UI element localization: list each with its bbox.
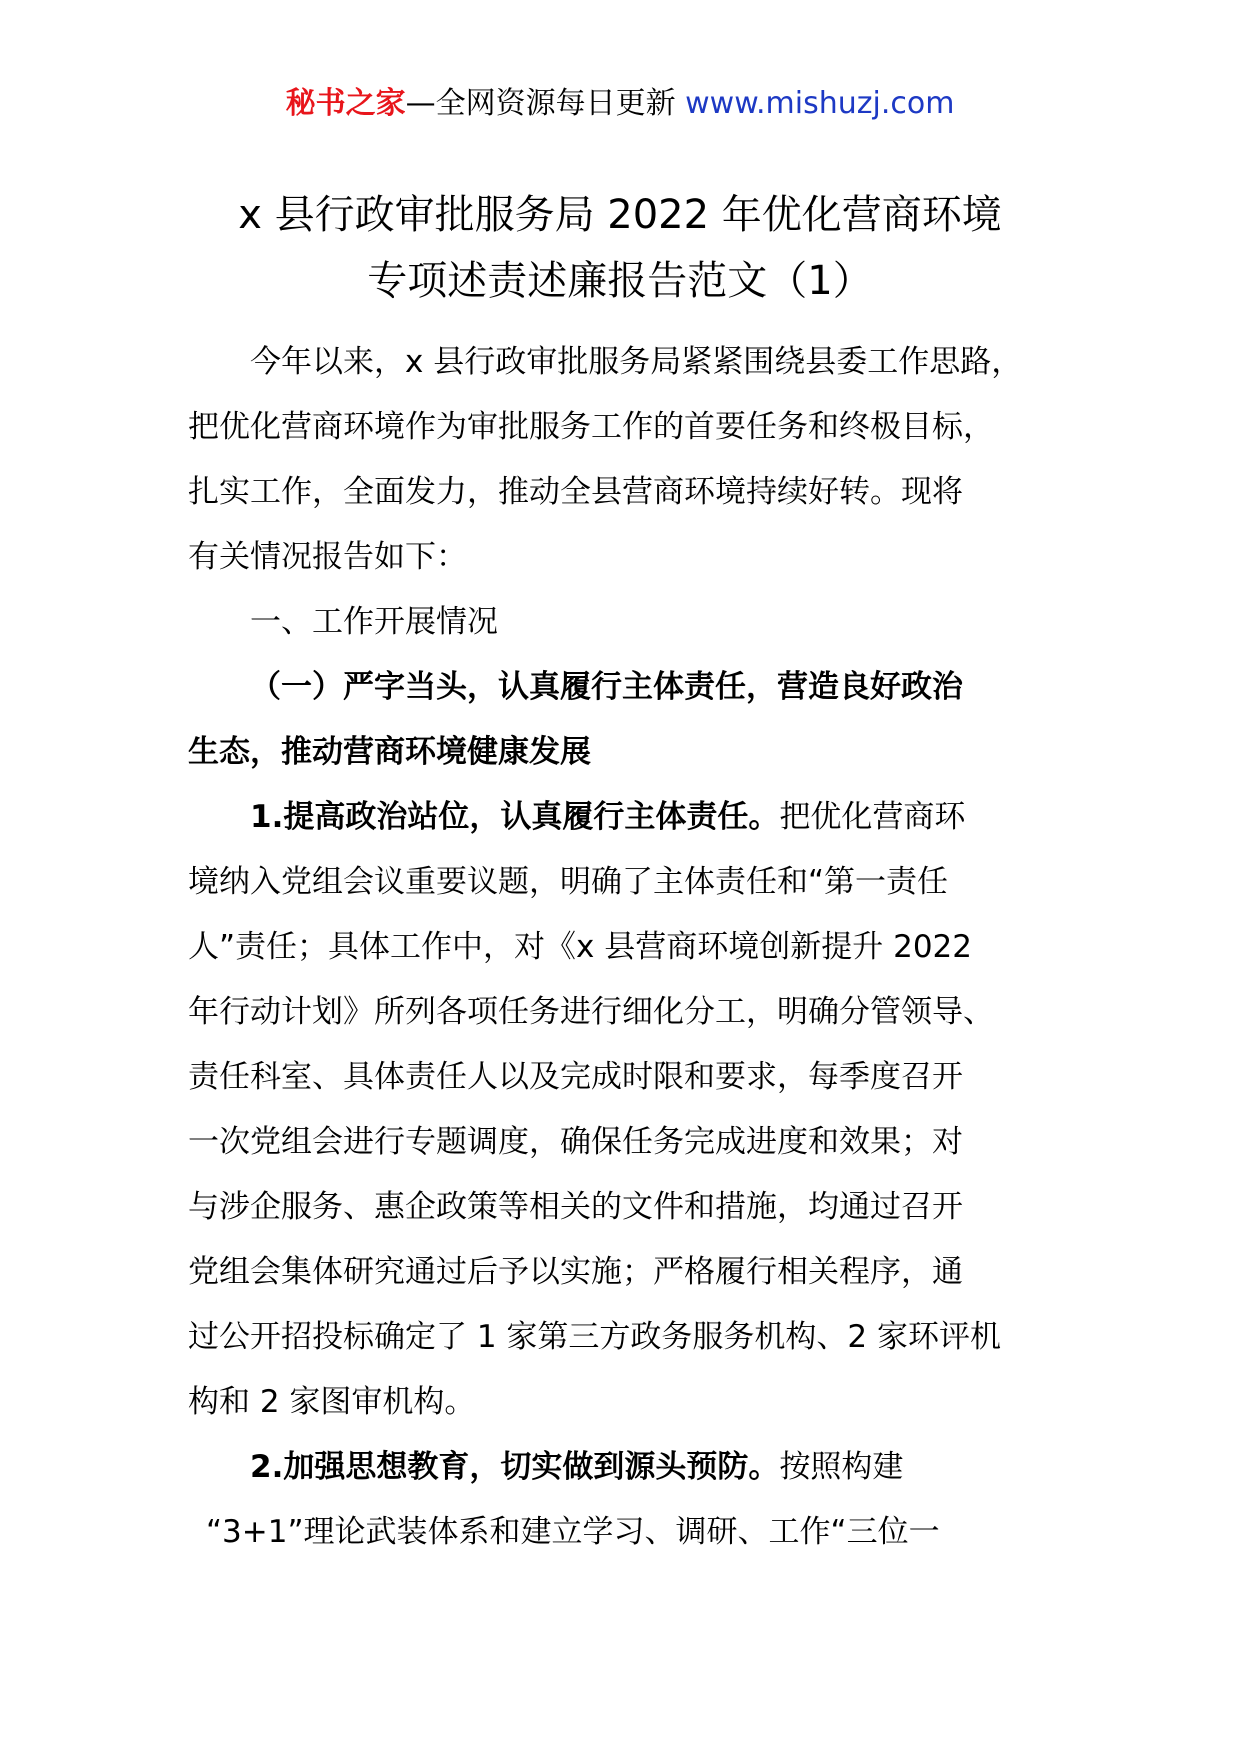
item-2-first-line <box>188 1435 1068 1500</box>
site-header <box>0 84 1240 124</box>
item-1-text: 把优化营商环 <box>779 799 966 835</box>
subsection-heading-text: （一）严字当头，认真履行主体责任，营造良好政治 <box>250 669 963 705</box>
subsection-heading-line <box>188 655 1068 720</box>
document-body <box>188 330 1068 1565</box>
subsection-heading-text: 生态，推动营商环境健康发展 <box>188 734 591 770</box>
section-heading: 一、工作开展情况 <box>250 604 498 640</box>
subsection-heading-line <box>188 720 1068 785</box>
paragraph-line: 责任科室、具体责任人以及完成时限和要求，每季度召开 <box>188 1059 963 1095</box>
intro-line: 有关情况报告如下： <box>188 539 467 575</box>
item-2-text: 按照构建 <box>779 1449 904 1485</box>
paragraph-line: “3+1”理论武装体系和建立学习、调研、工作“三位一 <box>206 1514 940 1550</box>
intro-line: 扎实工作，全面发力，推动全县营商环境持续好转。现将 <box>188 474 963 510</box>
title-line-2: 专项述责述廉报告范文（1） <box>367 258 873 304</box>
paragraph-line: 构和 2 家图审机构。 <box>188 1384 476 1420</box>
paragraph-line: 人”责任；具体工作中，对《x 县营商环境创新提升 2022 <box>188 929 973 965</box>
item-2-heading: 2.加强思想教育，切实做到源头预防。 <box>250 1449 780 1485</box>
intro-line: 把优化营商环境作为审批服务工作的首要任务和终极目标， <box>188 409 994 445</box>
item-1-heading: 1.提高政治站位，认真履行主体责任。 <box>250 799 780 835</box>
paragraph-line: 一次党组会进行专题调度，确保任务完成进度和效果；对 <box>188 1124 963 1160</box>
site-brand: 秘书之家 <box>285 86 406 121</box>
document-title <box>0 182 1240 314</box>
paragraph-line: 境纳入党组会议重要议题，明确了主体责任和“第一责任 <box>188 864 949 900</box>
paragraph-line: 党组会集体研究通过后予以实施；严格履行相关程序，通 <box>188 1254 963 1290</box>
intro-line: 今年以来，x 县行政审批服务局紧紧围绕县委工作思路， <box>250 344 1023 380</box>
title-line-1: x 县行政审批服务局 2022 年优化营商环境 <box>238 192 1002 238</box>
paragraph-line: 过公开招投标确定了 1 家第三方政务服务机构、2 家环评机 <box>188 1319 1002 1355</box>
site-slogan: —全网资源每日更新 <box>405 86 676 121</box>
paragraph-line: 年行动计划》所列各项任务进行细化分工，明确分管领导、 <box>188 994 994 1030</box>
site-url-link[interactable]: www.mishuzj.com <box>685 86 955 121</box>
item-1-first-line <box>188 785 1068 850</box>
paragraph-line: 与涉企服务、惠企政策等相关的文件和措施，均通过召开 <box>188 1189 963 1225</box>
